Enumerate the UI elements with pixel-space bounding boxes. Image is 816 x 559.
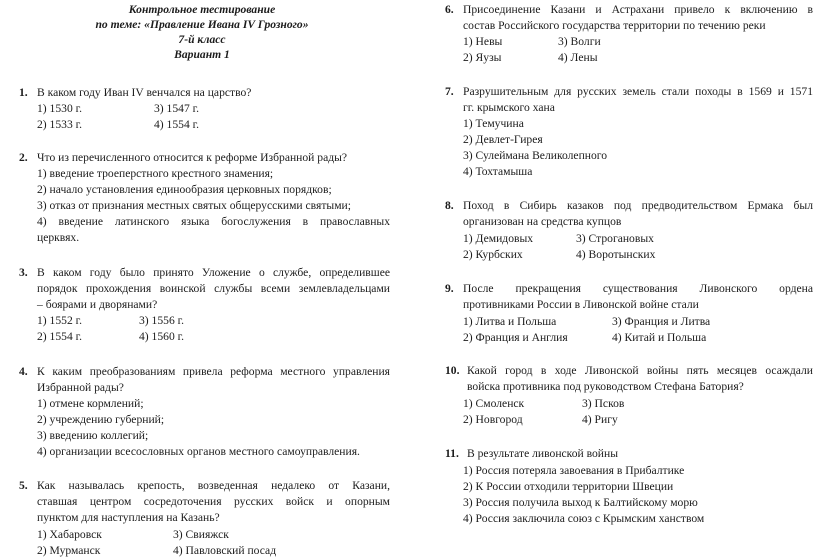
question-2-number: 2. <box>19 151 28 164</box>
question-1-text: В каком году Иван IV венчался на царство? <box>37 86 252 99</box>
question-11-text: В результате ливонской войны <box>467 447 619 460</box>
question-2-option: 4) введение латинского языка богослужения в православных <box>37 215 390 228</box>
question-3-text: порядок прохождения воинской службы всеми землевладельцами <box>37 282 390 295</box>
question-8-option: 4) Воротынских <box>576 248 656 261</box>
question-7-text: гг. крымского хана <box>463 101 555 114</box>
question-9-text: противниками России в Ливонской войне стали <box>463 298 699 311</box>
question-5-option: 4) Павловский посад <box>173 544 277 557</box>
question-3-text: – боярами и дворянами? <box>37 298 158 311</box>
question-1-number: 1. <box>19 86 28 99</box>
question-2-option: 1) введение троеперстного крестного знамения; <box>37 167 274 180</box>
question-11-option: 3) Россия получила выход к Балтийскому морю <box>463 496 698 509</box>
question-5-option: 3) Свияжск <box>173 528 229 541</box>
question-6-option: 4) Лены <box>558 51 598 64</box>
question-8-option: 2) Курбских <box>463 248 523 261</box>
question-11-option: 2) К России отходили территории Швеции <box>463 480 674 493</box>
question-2-option: 3) отказ от признания местных святых общерусскими святыми; <box>37 199 351 212</box>
question-7-option: 3) Сулеймана Великолепного <box>463 149 608 162</box>
question-8-number: 8. <box>445 199 454 212</box>
question-7-number: 7. <box>445 85 454 98</box>
question-3-text: В каком году было принято Уложение о службе, определившее <box>37 266 390 279</box>
question-11-number: 11. <box>445 447 459 460</box>
question-11-option: 4) Россия заключила союз с Крымским ханством <box>463 512 705 525</box>
question-2-option: 2) начало установления единообразия церковных порядков; <box>37 183 332 196</box>
question-6-number: 6. <box>445 3 454 16</box>
question-4-option: 1) отмене кормлений; <box>37 397 144 410</box>
question-5-option: 1) Хабаровск <box>37 528 102 541</box>
question-6-text: Присоединение Казани и Астрахани привело к включению в <box>463 3 813 16</box>
question-6-option: 1) Невы <box>463 35 503 48</box>
question-1-option: 3) 1547 г. <box>154 102 199 115</box>
question-3-option: 4) 1560 г. <box>139 330 184 343</box>
header-line-2: по теме: «Правление Ивана IV Грозного» <box>95 18 309 31</box>
question-8-text: организован на средства купцов <box>463 215 622 228</box>
question-10-number: 10. <box>445 364 460 377</box>
question-5-number: 5. <box>19 479 28 492</box>
question-1-option: 2) 1533 г. <box>37 118 82 131</box>
question-2-text: Что из перечисленного относится к реформе Избранной рады? <box>37 151 348 164</box>
question-9-option: 1) Литва и Польша <box>463 315 557 328</box>
question-7-text: Разрушительным для русских земель стали походы в 1569 и 1571 <box>463 85 813 98</box>
question-5-text: пунктом для наступления на Казань? <box>37 511 220 524</box>
question-9-option: 3) Франция и Литва <box>612 315 711 328</box>
question-10-option: 2) Новгород <box>463 413 523 426</box>
question-7-option: 2) Девлет-Гирея <box>463 133 543 146</box>
question-6-option: 2) Яузы <box>463 51 502 64</box>
question-10-text: войска противника под руководством Стефана Батория? <box>467 380 744 393</box>
question-8-text: Поход в Сибирь казаков под предводительством Ермака был <box>463 199 813 212</box>
question-2-option-cont: церквях. <box>37 231 80 244</box>
question-4-text: К каким преобразованиям привела реформа местного управления <box>37 365 390 378</box>
header-line-4: Вариант 1 <box>174 48 230 61</box>
question-3-option: 1) 1552 г. <box>37 314 82 327</box>
question-5-option: 2) Мурманск <box>37 544 101 557</box>
question-4-text: Избранной рады? <box>37 381 124 394</box>
question-1-option: 4) 1554 г. <box>154 118 199 131</box>
question-10-option: 3) Псков <box>582 397 625 410</box>
question-4-option: 4) организации всесословных органов местного самоуправления. <box>37 445 360 458</box>
question-8-option: 1) Демидовых <box>463 232 534 245</box>
question-9-text: После прекращения существования Ливонского ордена <box>463 282 813 295</box>
question-7-option: 4) Тохтамыша <box>463 165 533 178</box>
question-4-option: 2) учреждению губерний; <box>37 413 165 426</box>
question-9-option: 4) Китай и Польша <box>612 331 707 344</box>
question-6-option: 3) Волги <box>558 35 601 48</box>
question-3-option: 2) 1554 г. <box>37 330 82 343</box>
question-10-option: 1) Смоленск <box>463 397 525 410</box>
question-9-number: 9. <box>445 282 454 295</box>
question-4-number: 4. <box>19 365 28 378</box>
question-5-text: ставшая центром сосредоточения русских войск и опорным <box>37 495 390 508</box>
question-11-option: 1) Россия потеряла завоевания в Прибалтике <box>463 464 685 477</box>
question-8-option: 3) Строгановых <box>576 232 654 245</box>
question-3-number: 3. <box>19 266 28 279</box>
question-6-text: состав Российского государства территории по течению реки <box>463 19 766 32</box>
question-3-option: 3) 1556 г. <box>139 314 184 327</box>
question-4-option: 3) введению коллегий; <box>37 429 149 442</box>
question-9-option: 2) Франция и Англия <box>463 331 568 344</box>
question-1-option: 1) 1530 г. <box>37 102 82 115</box>
question-5-text: Как называлась крепость, возведенная недалеко от Казани, <box>37 479 390 492</box>
header-line-3: 7-й класс <box>178 33 226 46</box>
header-line-1: Контрольное тестирование <box>128 3 276 16</box>
question-10-text: Какой город в ходе Ливонской войны пять месяцев осаждали <box>467 364 813 377</box>
question-7-option: 1) Темучина <box>463 117 524 130</box>
question-10-option: 4) Ригу <box>582 413 618 426</box>
